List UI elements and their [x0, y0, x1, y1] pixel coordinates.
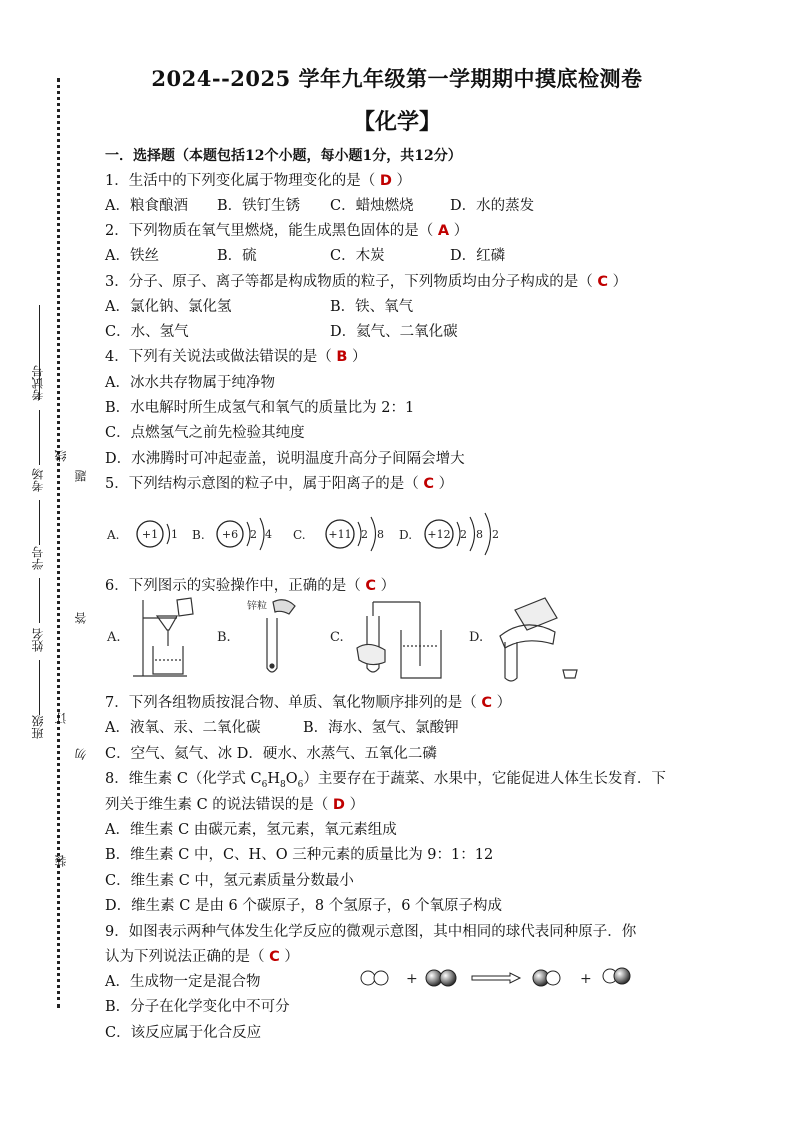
- q7-answer: C: [481, 695, 492, 711]
- q7-option-a: A．液氧、汞、二氧化碳: [105, 720, 261, 736]
- q8-option-d: D．维生素 C 是由 6 个碳原子，8 个氢原子，6 个氧原子构成: [105, 898, 503, 914]
- q8-formula-h-count: 8: [280, 779, 286, 790]
- q3-answer: C: [597, 274, 608, 290]
- q8-answer: D: [332, 797, 345, 813]
- q5-answer: C: [423, 476, 434, 492]
- student-no-label: 学号: [31, 546, 45, 570]
- q7-option-cd: C．空气、氦气、冰 D．硬水、水蒸气、五氧化二磷: [105, 746, 437, 762]
- q6-c-airtight-apparatus: [357, 602, 441, 678]
- q5-stem: 5．下列结构示意图的粒子中，属于阳离子的是（ C ）: [105, 476, 454, 492]
- q6-d-pouring-apparatus: [500, 598, 577, 681]
- binding-mark-ti: 题: [74, 470, 88, 482]
- q9-option-c: C．该反应属于化合反应: [105, 1025, 262, 1041]
- q1-option-a: A．粮食酿酒: [105, 198, 188, 214]
- class-label: 班级: [31, 715, 45, 739]
- q5-b-shell-2-count: 4: [265, 528, 272, 541]
- q3-option-c: C．水、氢气: [105, 324, 189, 340]
- q9-option-b: B．分子在化学变化中不可分: [105, 999, 290, 1015]
- q6-option-a-label: A.: [107, 630, 121, 645]
- name-label: 姓名: [31, 628, 45, 652]
- q5-c-shell-1-count: 2: [361, 528, 368, 541]
- section-heading: 一．选择题（本题包括12个小题，每小题1分，共12分）: [105, 148, 462, 164]
- exam-title: 2024--2025 学年九年级第一学期期中摸底检测卷: [151, 66, 643, 91]
- q7-stem: 7．下列各组物质按混合物、单质、氧化物顺序排列的是（ C ）: [105, 695, 512, 711]
- q8-option-c: C．维生素 C 中，氢元素质量分数最小: [105, 873, 354, 889]
- q8-option-a: A．维生素 C 由碳元素，氢元素，氧元素组成: [105, 822, 397, 838]
- q5-d-nucleus-charge: +12: [427, 528, 451, 541]
- q3-options-ab: [105, 297, 413, 317]
- q8-stem-continued: 列关于维生素 C 的说法错误的是（ D ）: [105, 797, 365, 813]
- room-blank: [39, 410, 40, 465]
- q5-a-nucleus-charge: +1: [141, 528, 159, 541]
- q1-stem: 1．生活中的下列变化属于物理变化的是（ D ）: [105, 173, 411, 189]
- subject-title: 【化学】: [352, 110, 441, 135]
- q2-stem: 2．下列物质在氧气里燃烧，能生成黑色固体的是（ A ）: [105, 223, 469, 239]
- q8-formula-o-count: 6: [297, 779, 304, 790]
- q3-option-a: A．氯化钠、氯化氢: [105, 299, 232, 315]
- q6-answer: C: [365, 578, 376, 594]
- q5-atom-diagrams: [105, 512, 525, 558]
- q6-option-b-label: B.: [217, 630, 231, 645]
- q1-option-b: B．铁钉生锈: [217, 198, 301, 214]
- q9-product2-dark-atom: [614, 968, 630, 984]
- q4-option-b: B．水电解时所生成氢气和氧气的质量比为 2：1: [105, 400, 415, 416]
- binding-mark-wu: 勿: [74, 748, 88, 760]
- q5-b-nucleus-charge: +6: [221, 528, 239, 541]
- q2-option-d: D．红磷: [450, 248, 506, 264]
- binding-mark-ding: 订: [54, 712, 68, 724]
- q9-white-atom-2: [374, 971, 388, 985]
- q6-b-test-tube: [267, 600, 295, 672]
- q9-stem-continued: 认为下列说法正确的是（ C ）: [105, 949, 299, 965]
- q6-stem: 6．下列图示的实验操作中，正确的是（ C ）: [105, 578, 396, 594]
- binding-mark-zhuang: 装: [54, 855, 68, 867]
- q5-d-shell-3-count: 2: [492, 528, 499, 541]
- q5-a-shell-1-count: 1: [171, 528, 178, 541]
- student-no-blank: [39, 500, 40, 545]
- q5-d-shell-1-count: 2: [460, 528, 467, 541]
- q9-molecule-diagram: [360, 962, 640, 994]
- q4-answer: B: [336, 349, 348, 365]
- q2-answer: A: [437, 223, 450, 239]
- q9-plus-2: +: [580, 971, 592, 987]
- q5-d-shell-2: [470, 517, 475, 551]
- q3-option-d: D．氦气、二氧化碳: [330, 324, 458, 340]
- q5-d-shell-3: [485, 513, 491, 555]
- q4-stem: 4．下列有关说法或做法错误的是（ B ）: [105, 349, 367, 365]
- q3-option-b: B．铁、氧气: [330, 299, 414, 315]
- q3-options-cd: [105, 322, 458, 342]
- q5-d-shell-2-count: 8: [476, 528, 483, 541]
- q8-option-b: B．维生素 C 中，C、H、O 三种元素的质量比为 9：1：12: [105, 847, 494, 863]
- q9-white-atom-1: [361, 971, 375, 985]
- binding-mark-xian: 线: [54, 450, 68, 462]
- q5-b-shell-1-count: 2: [250, 528, 257, 541]
- q5-option-b-label: B.: [192, 528, 205, 542]
- q1-options: [105, 196, 534, 216]
- q1-option-c: C．蜡烛燃烧: [330, 198, 414, 214]
- q7-option-b: B．海水、氢气、氯酸钾: [303, 720, 459, 736]
- q9-product1-white-atom: [546, 971, 560, 985]
- q4-option-d: D．水沸腾时可冲起壶盖，说明温度升高分子间隔会增大: [105, 451, 465, 467]
- binding-mark-da: 答: [74, 612, 88, 624]
- q5-c-shell-2-count: 8: [377, 528, 384, 541]
- q3-stem: 3．分子、原子、离子等都是构成物质的粒子，下列物质均由分子构成的是（ C ）: [105, 274, 628, 290]
- q5-c-shell-2: [371, 517, 376, 551]
- q1-answer: D: [379, 173, 392, 189]
- q7-options-ab: [105, 718, 459, 738]
- class-blank: [39, 660, 40, 715]
- room-label: 考场: [31, 468, 45, 492]
- q5-c-nucleus-charge: +11: [328, 528, 352, 541]
- q5-option-a-label: A.: [107, 528, 120, 542]
- q6-lab-pictures: [105, 596, 585, 682]
- q5-a-shell-1: [167, 524, 170, 544]
- q9-dark-atom-2: [440, 970, 456, 986]
- q2-options: [105, 246, 505, 266]
- q5-option-d-label: D.: [399, 528, 413, 542]
- q4-option-a: A．冰水共存物属于纯净物: [105, 375, 275, 391]
- q4-option-c: C．点燃氢气之前先检验其纯度: [105, 425, 305, 441]
- q8-formula-c-count: 6: [261, 779, 268, 790]
- q5-option-c-label: C.: [293, 528, 306, 542]
- name-blank: [39, 578, 40, 623]
- q1-option-d: D．水的蒸发: [450, 198, 535, 214]
- q9-answer: C: [269, 949, 280, 965]
- q5-b-shell-2: [260, 518, 264, 550]
- q6-b-zinc-label: 锌粒: [247, 601, 267, 612]
- q8-stem: 8．维生素 C（化学式 $C_6H_8O_6$）主要存在于蔬菜、水果中，它能促进人体生长发育．下: [105, 771, 666, 790]
- q9-plus-1: +: [406, 971, 418, 987]
- q6-option-c-label: C.: [330, 630, 344, 645]
- binding-dotted-line: [57, 78, 60, 1008]
- exam-no-label: 考试号: [31, 365, 45, 401]
- q9-option-a: A．生成物一定是混合物: [105, 974, 261, 990]
- q2-option-c: C．木炭: [330, 248, 385, 264]
- q9-stem: 9．如图表示两种气体发生化学反应的微观示意图，其中相同的球代表同种原子．你: [105, 924, 637, 940]
- q9-reaction-arrow: [472, 973, 520, 983]
- q2-option-a: A．铁丝: [105, 248, 159, 264]
- q6-a-filtration-apparatus: [133, 598, 193, 676]
- q6-option-d-label: D.: [469, 630, 484, 645]
- q2-option-b: B．硫: [217, 248, 257, 264]
